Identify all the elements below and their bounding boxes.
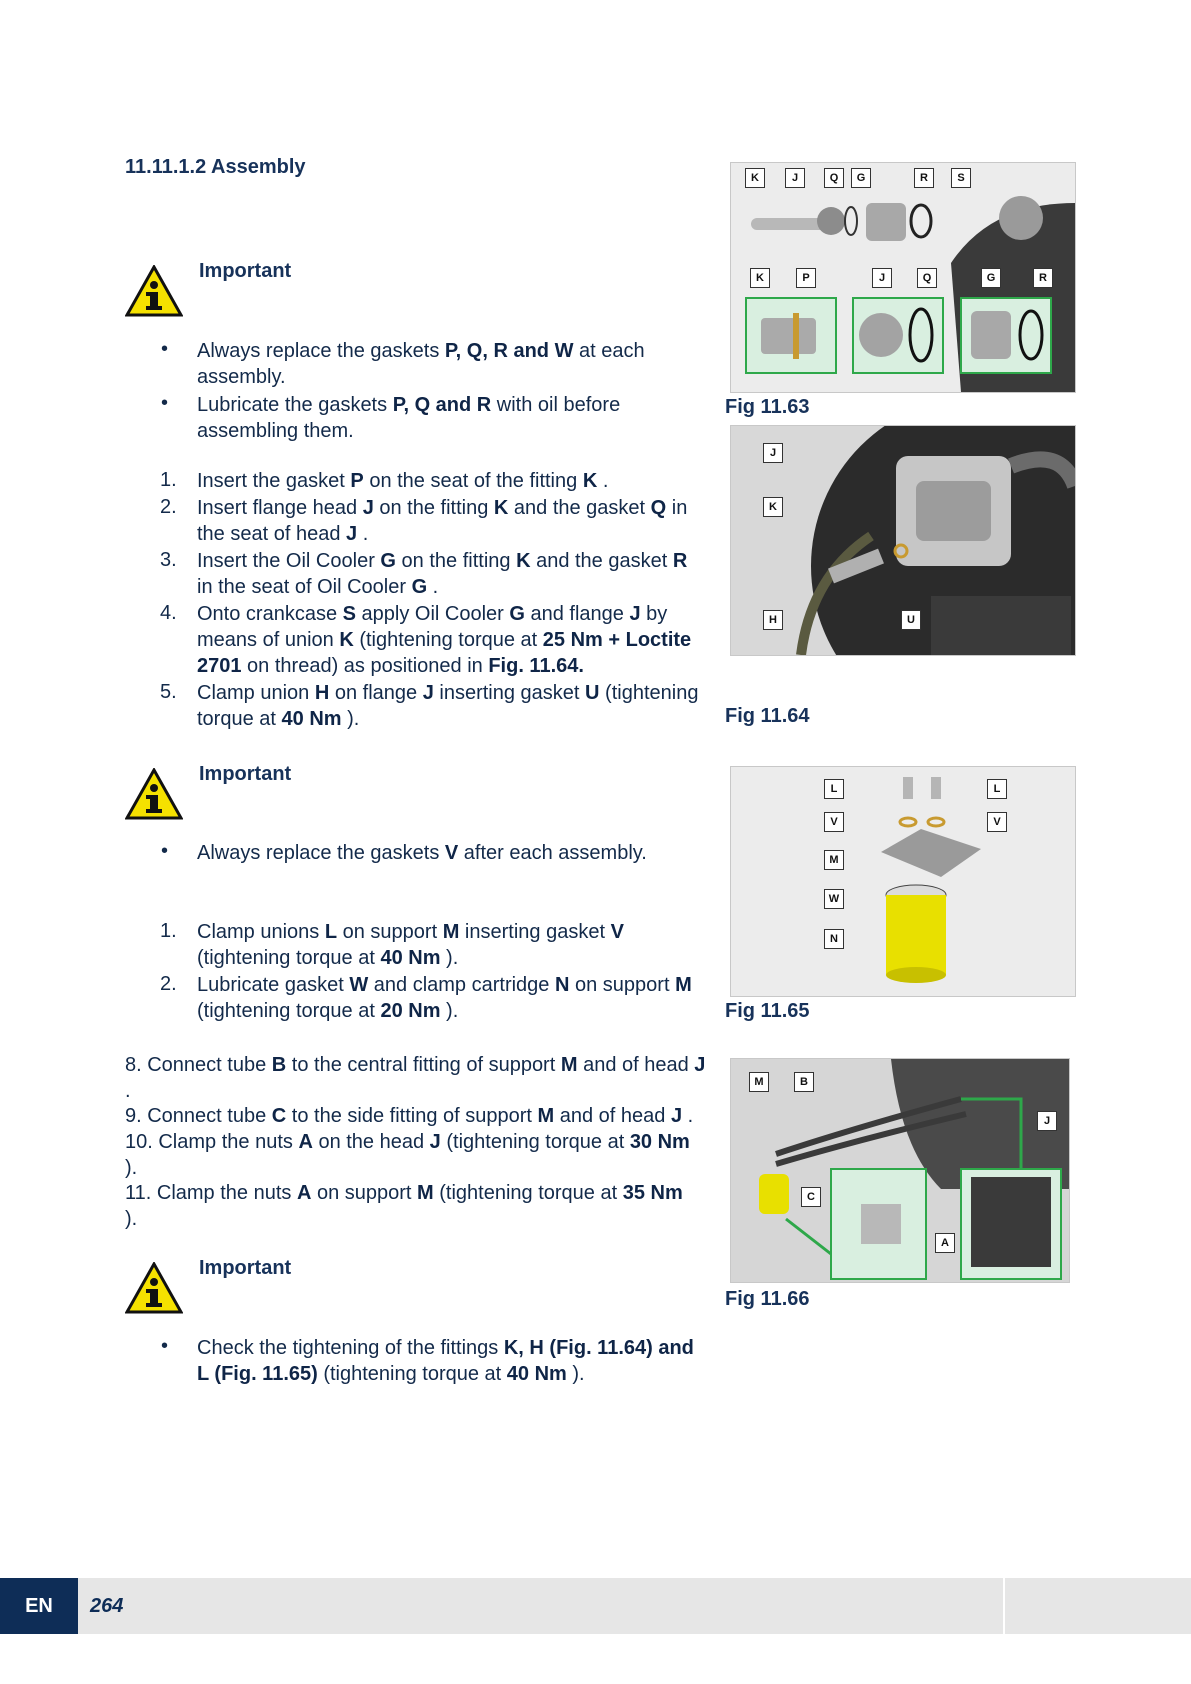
fig-label: H — [763, 610, 783, 630]
fig-label: J — [785, 168, 805, 188]
fig-label: A — [935, 1233, 955, 1253]
bullet-bold: P, Q and R — [392, 394, 492, 416]
step-number: 2. — [160, 973, 177, 995]
figure-11-64 — [730, 425, 1076, 656]
bullet-item — [197, 840, 702, 866]
tube-connection-illustration — [731, 1059, 1069, 1282]
bullet-dot: • — [161, 840, 169, 862]
fig-label: K — [763, 497, 783, 517]
fig-label: V — [824, 812, 844, 832]
bullet-text: Lubricate the gaskets — [197, 394, 393, 416]
bullet-bold: V — [444, 842, 459, 864]
fig-label: J — [872, 268, 892, 288]
filter-support-illustration — [731, 767, 1075, 996]
footer-page-number: 264 — [90, 1595, 124, 1617]
step-number: 4. — [160, 602, 177, 624]
figure-11-66 — [730, 1058, 1070, 1283]
step-text: Clamp union H on flange J inserting gasket U (tightening torque at 40 Nm ). — [197, 682, 699, 730]
fig-label: B — [794, 1072, 814, 1092]
paragraph-step: 10. Clamp the nuts A on the head J (tightening torque at 30 Nm ). — [125, 1131, 690, 1179]
figure-caption: Fig 11.64 — [725, 705, 810, 727]
step-text: Onto crankcase S apply Oil Cooler G and flange J by means of union K (tightening torque at 25 Nm + Loctite 2701 on thread) as positioned in Fig. 11.64. — [197, 603, 692, 677]
step-number: 1. — [160, 469, 177, 491]
fig-label: L — [824, 779, 844, 799]
fig-label: V — [987, 812, 1007, 832]
step-number: 5. — [160, 681, 177, 703]
fig-label: W — [824, 889, 844, 909]
warning-info-icon — [125, 1262, 183, 1314]
bullet-dot: • — [161, 1335, 169, 1357]
fig-label: K — [745, 168, 765, 188]
footer-language: EN — [0, 1578, 78, 1634]
fig-label: G — [851, 168, 871, 188]
step-number: 3. — [160, 549, 177, 571]
bullet-dot: • — [161, 338, 169, 360]
bullet-text: after each assembly. — [458, 842, 647, 864]
fig-label: N — [824, 929, 844, 949]
bullet-dot: • — [161, 392, 169, 414]
fig-label: P — [796, 268, 816, 288]
figure-11-63 — [730, 162, 1076, 393]
step-number: 1. — [160, 920, 177, 942]
figure-caption: Fig 11.66 — [725, 1288, 810, 1310]
fig-label: C — [801, 1187, 821, 1207]
oil-cooler-exploded-illustration — [731, 163, 1075, 392]
important-label: Important — [199, 1257, 292, 1279]
important-label: Important — [199, 260, 292, 282]
bullet-text: at each assembly. — [197, 340, 645, 388]
fig-label: J — [763, 443, 783, 463]
figure-11-65 — [730, 766, 1076, 997]
bullet-text: Always replace the gaskets — [197, 842, 445, 864]
fig-label: Q — [917, 268, 937, 288]
step-text: Insert the Oil Cooler G on the fitting K and the gasket R in the seat of Oil Cooler G . — [197, 550, 688, 598]
fig-label: R — [914, 168, 934, 188]
bullet-bold: P, Q, R and W — [444, 340, 574, 362]
paragraph-step: 11. Clamp the nuts A on support M (tightening torque at 35 Nm ). — [125, 1182, 683, 1230]
footer-bar — [0, 1578, 1191, 1634]
figure-caption: Fig 11.65 — [725, 1000, 810, 1022]
step-text: Insert the gasket P on the seat of the fitting K . — [197, 470, 609, 492]
fig-label: M — [749, 1072, 769, 1092]
fig-label: M — [824, 850, 844, 870]
step-text: Insert flange head J on the fitting K and the gasket Q in the seat of head J . — [197, 497, 688, 545]
fig-label: R — [1033, 268, 1053, 288]
step-text: Clamp unions L on support M inserting gasket V (tightening torque at 40 Nm ). — [197, 921, 624, 969]
warning-info-icon — [125, 265, 183, 317]
fig-label: L — [987, 779, 1007, 799]
figure-caption: Fig 11.63 — [725, 396, 810, 418]
fig-label: K — [750, 268, 770, 288]
paragraph-step: 9. Connect tube C to the side fitting of support M and of head J . — [125, 1105, 694, 1127]
important-label: Important — [199, 763, 292, 785]
warning-info-icon — [125, 768, 183, 820]
bullet-text: Always replace the gaskets — [197, 340, 445, 362]
fig-label: U — [901, 610, 921, 630]
paragraph-step: 8. Connect tube B to the central fitting of support M and of head J . — [125, 1054, 706, 1102]
step-number: 2. — [160, 496, 177, 518]
step-text: Lubricate gasket W and clamp cartridge N on support M (tightening torque at 20 Nm ). — [197, 974, 692, 1022]
bullet-item — [197, 338, 702, 390]
bullet-item — [197, 392, 702, 444]
fig-label: Q — [824, 168, 844, 188]
fig-label: J — [1037, 1111, 1057, 1131]
fig-label: G — [981, 268, 1001, 288]
bullet-text: with oil before assembling them. — [197, 394, 621, 442]
section-title: 11.11.1.2 Assembly — [125, 156, 306, 178]
bullet-item: Check the tightening of the fittings K, H (Fig. 11.64) and L (Fig. 11.65) (tightening torque at 40 Nm ). — [197, 1337, 694, 1385]
fig-label: S — [951, 168, 971, 188]
footer-divider — [1003, 1578, 1005, 1634]
